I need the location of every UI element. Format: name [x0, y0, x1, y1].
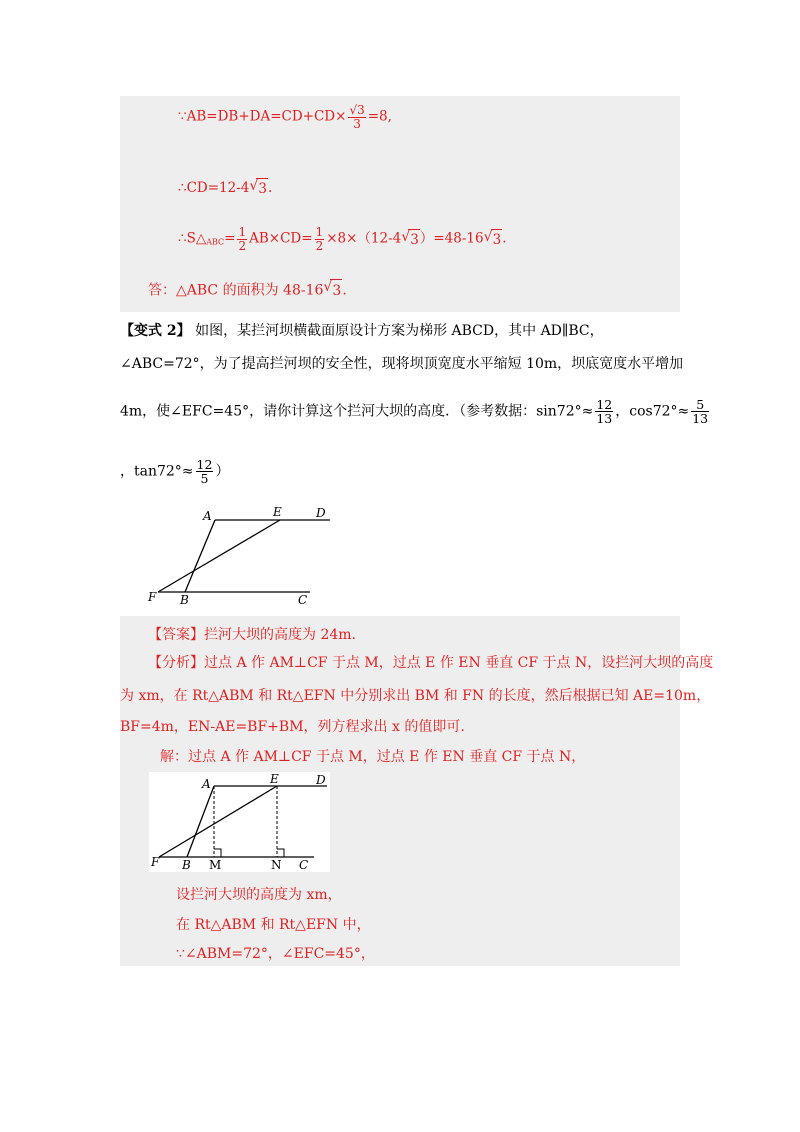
problem-text-3: 4m，使∠EFC=45°，请你计算这个拦河大坝的高度．（参考数据：sin72°≈ — [120, 403, 594, 420]
analysis-text-3: BF=4m，EN-AE=BF+BM，列方程求出 x 的值即可. — [120, 719, 465, 735]
fraction-half-1 — [237, 226, 247, 252]
sqrt-radicand: 3 — [491, 229, 503, 250]
label-D: D — [316, 773, 326, 787]
label-A: A — [202, 777, 211, 791]
label-E: E — [270, 772, 279, 786]
trapezoid-figure-2 — [149, 772, 330, 872]
answer-line — [148, 624, 356, 646]
analysis-tag: 【分析】 — [148, 655, 204, 671]
solution-line-1-suffix: =8, — [367, 108, 392, 125]
problem-text-1: 如图，某拦河坝横截面原设计方案为梯形 ABCD，其中 AD∥BC， — [190, 323, 604, 339]
label-N: N — [271, 858, 282, 872]
solution-line-d — [176, 943, 375, 965]
triangle-symbol: △ — [195, 230, 207, 247]
area-subscript: ABC — [206, 237, 225, 247]
text-result: ）=48-16 — [419, 230, 484, 247]
solution-text-3: 在 Rt△ABM 和 Rt△EFN 中， — [176, 917, 371, 933]
answer-text: 拦河大坝的高度为 24m. — [204, 627, 356, 643]
frac-num: 12 — [196, 457, 213, 472]
equals: = — [224, 230, 236, 247]
label-B: B — [180, 593, 189, 607]
sqrt-3: √ 3 — [249, 178, 267, 197]
fraction-tan72 — [196, 458, 214, 485]
analysis-line-2 — [120, 685, 710, 707]
solution-line-2-prefix: ∴CD=12-4 — [178, 180, 250, 196]
label-F: F — [151, 855, 160, 869]
label-A: A — [203, 509, 212, 523]
frac-num: 12 — [596, 397, 613, 412]
frac-den: 13 — [596, 411, 613, 427]
frac-num: √3 — [349, 103, 365, 117]
frac-num: 1 — [238, 225, 247, 239]
label-C: C — [299, 858, 309, 872]
text-ab-cd: AB×CD= — [249, 230, 313, 247]
text-times-8: ×8×（12-4 — [326, 230, 402, 247]
period: . — [342, 282, 347, 299]
solution-line-1-prefix: ∵AB=DB+DA=CD+CD× — [178, 108, 347, 125]
frac-den: 2 — [315, 238, 324, 253]
period: . — [502, 230, 507, 247]
analysis-line-1 — [148, 652, 713, 674]
problem-line-4 — [120, 458, 229, 485]
label-F: F — [148, 590, 157, 604]
area-S: ∴S — [178, 230, 196, 247]
solution-line-2-suffix: . — [267, 180, 273, 196]
trapezoid-figure-1 — [140, 500, 340, 610]
frac-den: 2 — [238, 238, 247, 253]
fraction-sqrt3-over-3 — [348, 104, 365, 130]
frac-num: 1 — [315, 225, 324, 239]
answer-tag: 【答案】 — [148, 627, 204, 643]
area-answer-text: 答：△ABC 的面积为 48-16 — [148, 282, 324, 299]
sqrt-radicand: 3 — [408, 229, 420, 250]
analysis-text-1: 过点 A 作 AM⊥CF 于点 M，过点 E 作 EN 垂直 CF 于点 N，设拦河大坝的高度 — [204, 655, 714, 671]
analysis-text-2: 为 xm，在 Rt△ABM 和 Rt△EFN 中分别求出 BM 和 FN 的长度，然后根据已知 AE=10m， — [120, 688, 711, 704]
problem-tag: 【变式 2】 — [120, 323, 191, 339]
fraction-half-2 — [315, 226, 325, 252]
tan-label: ，tan72°≈ — [120, 463, 194, 480]
solution-line-c — [176, 914, 371, 936]
frac-num: 5 — [691, 398, 709, 412]
area-answer — [148, 279, 347, 302]
analysis-line-3 — [120, 716, 465, 738]
line-ab — [185, 520, 215, 592]
frac-den: 5 — [200, 471, 209, 487]
label-B: B — [182, 858, 191, 872]
cos-label: ，cos72°≈ — [615, 403, 690, 420]
fraction-cos72 — [691, 398, 709, 425]
sqrt-3: √ 3 — [401, 228, 419, 248]
label-E: E — [273, 505, 282, 519]
frac-den: 3 — [353, 116, 361, 131]
sqrt-radicand: 3 — [330, 279, 342, 302]
solution-line-b — [176, 884, 342, 906]
line-ef — [158, 520, 280, 592]
problem-text-2: ∠ABC=72°，为了提高拦河坝的安全性，现将坝顶宽度水平缩短 10m，坝底宽度水平增加 — [120, 356, 684, 372]
sqrt-3: √ 3 — [483, 228, 502, 248]
close-paren: ） — [215, 463, 230, 480]
line-ab — [187, 786, 214, 857]
frac-den: 13 — [692, 411, 709, 427]
solution-line-3 — [178, 226, 506, 253]
solution-line-a — [160, 746, 585, 768]
fraction-sin72 — [595, 398, 613, 425]
problem-line-1 — [120, 320, 604, 342]
label-D: D — [316, 506, 326, 520]
solution-text-4: ∵∠ABM=72°，∠EFC=45°， — [176, 946, 375, 962]
solution-text-1: 解：过点 A 作 AM⊥CF 于点 M，过点 E 作 EN 垂直 CF 于点 N， — [160, 749, 586, 765]
label-M: M — [209, 858, 222, 872]
solution-text-2: 设拦河大坝的高度为 xm， — [176, 887, 342, 903]
label-C: C — [298, 593, 308, 607]
problem-line-2 — [120, 353, 683, 375]
solution-line-2 — [178, 178, 272, 199]
solution-line-1 — [178, 104, 392, 130]
sqrt-radicand: 3 — [256, 178, 268, 199]
sqrt-3: √ 3 — [323, 279, 342, 302]
line-ef — [159, 786, 277, 857]
right-angle-m-icon — [214, 849, 221, 857]
problem-line-3 — [120, 398, 711, 425]
right-angle-n-icon — [277, 849, 284, 857]
